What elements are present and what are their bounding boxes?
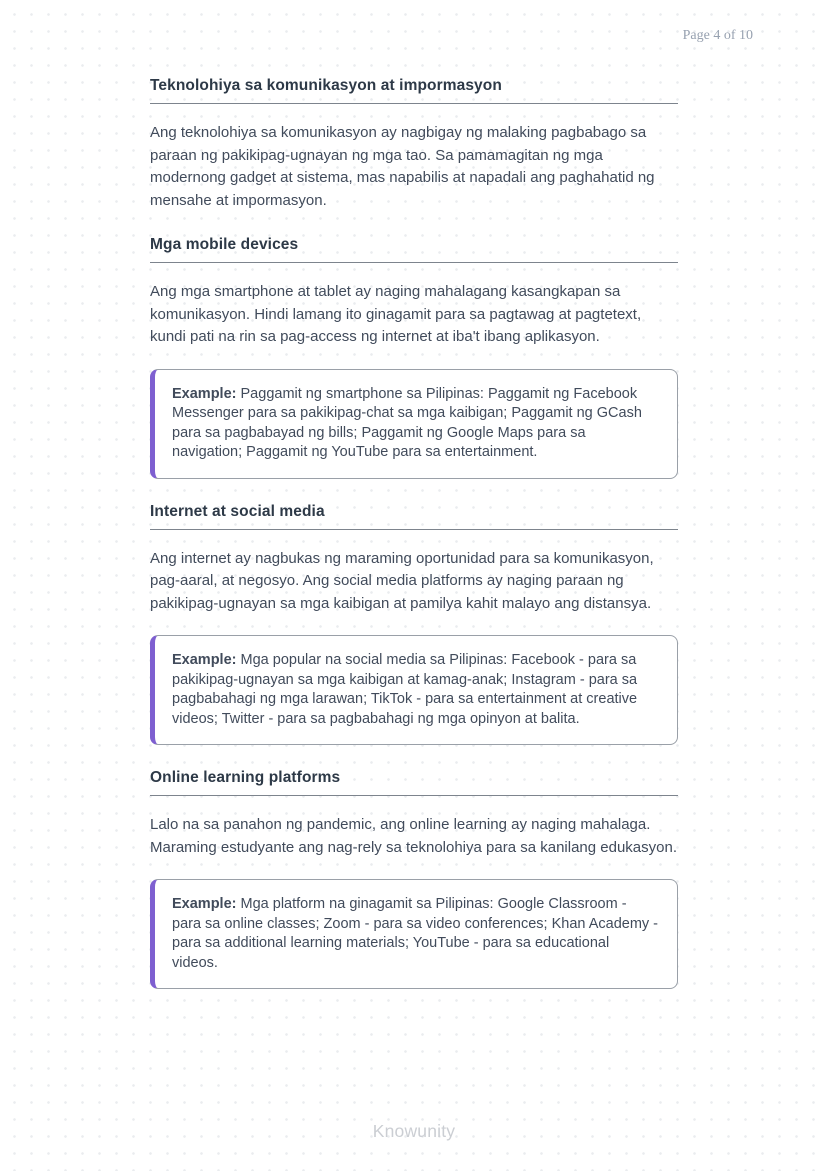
- example-box: [150, 635, 678, 745]
- example-label: Example:: [172, 896, 237, 912]
- example-box: [150, 369, 678, 479]
- example-text: Mga platform na ginagamit sa Pilipinas: Google Classroom - para sa online classes; Zoom - para sa video conferences; Khan Academy - para sa additional learning materials; YouTube - para sa educational videos.: [172, 896, 659, 971]
- section-paragraph: Ang internet ay nagbukas ng maraming oportunidad para sa komunikasyon, pag-aaral, at negosyo. Ang social media platforms ay naging paraan ng pakikipag-ugnayan sa mga kaibigan at pamilya kahit malayo ang distansya.: [150, 549, 654, 612]
- page-number: Page 4 of 10: [682, 28, 753, 43]
- example-box: [150, 879, 678, 989]
- section-heading-mobile-devices: Mga mobile devices: [150, 236, 678, 263]
- section-paragraph: Ang mga smartphone at tablet ay naging mahalagang kasangkapan sa komunikasyon. Hindi lamang ito ginagamit para sa pagtawag at pagtetext, kundi pati na rin sa pag-access ng internet at iba't ibang aplikasyon.: [150, 283, 642, 345]
- section-heading-internet-social-media: Internet at social media: [150, 503, 678, 530]
- footer-brand-knowunity: Knowunity: [372, 1121, 456, 1141]
- section-heading-teknolohiya: Teknolohiya sa komunikasyon at impormasyon: [150, 77, 678, 104]
- example-text: Mga popular na social media sa Pilipinas: Facebook - para sa pakikipag-ugnayan sa mga kaibigan at kamag-anak; Instagram - para sa pagbabahagi ng mga larawan; TikTok - para sa entertainment at creative videos; Twitter - para sa pagbabahagi ng mga opinyon at balita.: [172, 652, 638, 727]
- section-heading-online-learning: Online learning platforms: [150, 769, 678, 796]
- example-text: Paggamit ng smartphone sa Pilipinas: Paggamit ng Facebook Messenger para sa pakikipag-chat sa mga kaibigan; Paggamit ng GCash para sa pagbabayad ng bills; Paggamit ng Google Maps para sa navigation; Paggamit ng YouTube para sa entertainment.: [172, 385, 642, 460]
- example-label: Example:: [172, 385, 237, 402]
- document-content: [150, 0, 678, 989]
- example-label: Example:: [172, 652, 237, 668]
- section-paragraph: Ang teknolohiya sa komunikasyon ay nagbigay ng malaking pagbabago sa paraan ng pakikipag-ugnayan ng mga tao. Sa pamamagitan ng mga modernong gadget at sistema, mas napabilis at napadali ang paghahatid ng mensahe at impormasyon.: [150, 124, 655, 209]
- section-paragraph: Lalo na sa panahon ng pandemic, ang online learning ay naging mahalaga. Maraming estudyante ang nag-rely sa teknolohiya para sa kanilang edukasyon.: [150, 816, 677, 856]
